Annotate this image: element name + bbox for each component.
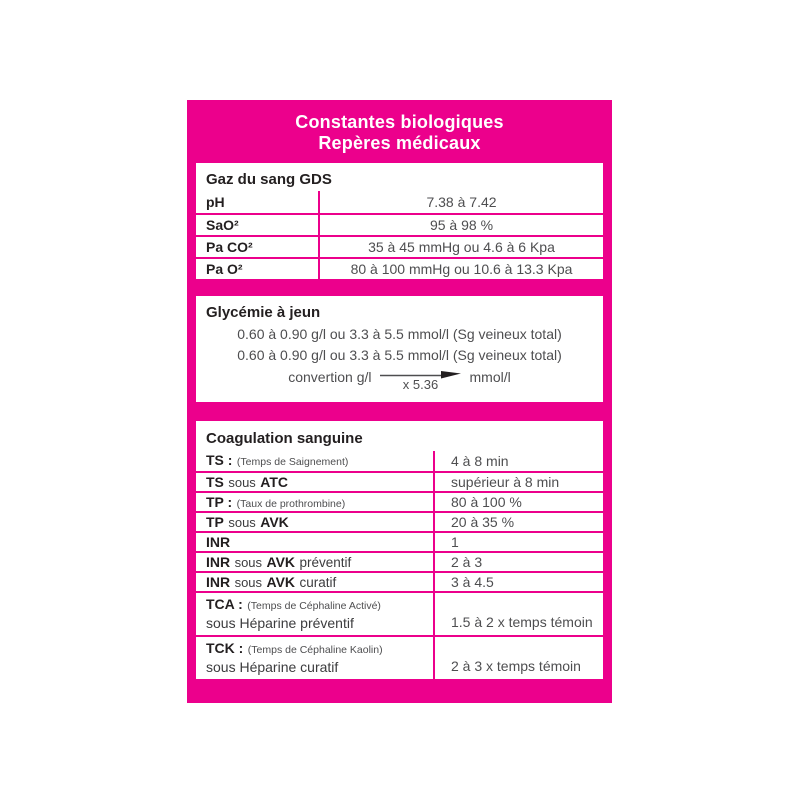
conversion-factor-label: x 5.36	[402, 377, 439, 392]
row-value: 4 à 8 min	[433, 451, 603, 471]
blood-gas-panel	[196, 163, 603, 279]
table-row	[196, 213, 603, 235]
table-row	[196, 531, 603, 551]
conversion-left-label: convertion g/l	[288, 369, 372, 385]
row-value: 3 à 4.5	[433, 573, 603, 591]
coagulation-panel	[196, 421, 603, 679]
row-value: 2 à 3	[433, 553, 603, 571]
row-value: 7.38 à 7.42	[318, 191, 603, 213]
glycemia-line: 0.60 à 0.90 g/l ou 3.3 à 5.5 mmol/l (Sg veineux total)	[237, 347, 562, 363]
card-title-line-2: Repères médicaux	[318, 132, 481, 153]
row-label: INR sous AVK curatif	[206, 574, 337, 590]
row-label: SaO²	[206, 217, 239, 233]
coagulation-header: Coagulation sanguine	[206, 430, 363, 447]
table-row	[196, 591, 603, 635]
table-row	[196, 235, 603, 257]
glycemia-line: 0.60 à 0.90 g/l ou 3.3 à 5.5 mmol/l (Sg veineux total)	[237, 326, 562, 342]
row-value: 1	[433, 533, 603, 551]
glycemia-header: Glycémie à jeun	[206, 304, 321, 321]
row-label: INR sous AVK préventif	[206, 554, 352, 570]
glycemia-panel	[196, 296, 603, 402]
conversion-row	[196, 366, 603, 396]
row-value: 80 à 100 %	[433, 493, 603, 511]
row-label: TP : (Taux de prothrombine)	[206, 494, 346, 510]
row-label: TCK : (Temps de Céphaline Kaolin) sous Héparine curatif	[206, 640, 383, 675]
table-row	[196, 551, 603, 571]
blood-gas-header: Gaz du sang GDS	[206, 171, 332, 188]
conversion-right-label: mmol/l	[469, 369, 511, 385]
row-value: 20 à 35 %	[433, 513, 603, 531]
table-row	[196, 491, 603, 511]
card-title	[187, 100, 612, 153]
reference-card	[187, 100, 612, 703]
row-label: TP sous AVK	[206, 514, 289, 530]
row-label: Pa O²	[206, 261, 243, 277]
table-row	[196, 191, 603, 213]
row-label: TS sous ATC	[206, 474, 288, 490]
table-row	[196, 257, 603, 279]
row-value: 35 à 45 mmHg ou 4.6 à 6 Kpa	[318, 237, 603, 257]
row-label: TCA : (Temps de Céphaline Activé) sous Héparine préventif	[206, 596, 381, 631]
card-title-line-1: Constantes biologiques	[295, 112, 504, 132]
table-row	[196, 635, 603, 679]
row-label: INR	[206, 534, 231, 550]
conversion-arrow	[379, 368, 463, 391]
table-row	[196, 471, 603, 491]
row-value: 95 à 98 %	[318, 215, 603, 235]
row-label: pH	[206, 194, 225, 210]
table-row	[196, 571, 603, 591]
row-value: 80 à 100 mmHg ou 10.6 à 13.3 Kpa	[318, 259, 603, 279]
row-value: supérieur à 8 min	[433, 473, 603, 491]
row-label: TS : (Temps de Saignement)	[206, 452, 349, 468]
table-row	[196, 511, 603, 531]
row-label: Pa CO²	[206, 239, 253, 255]
row-value: 1.5 à 2 x temps témoin	[433, 593, 603, 635]
table-row	[196, 451, 603, 471]
row-value: 2 à 3 x temps témoin	[433, 637, 603, 679]
